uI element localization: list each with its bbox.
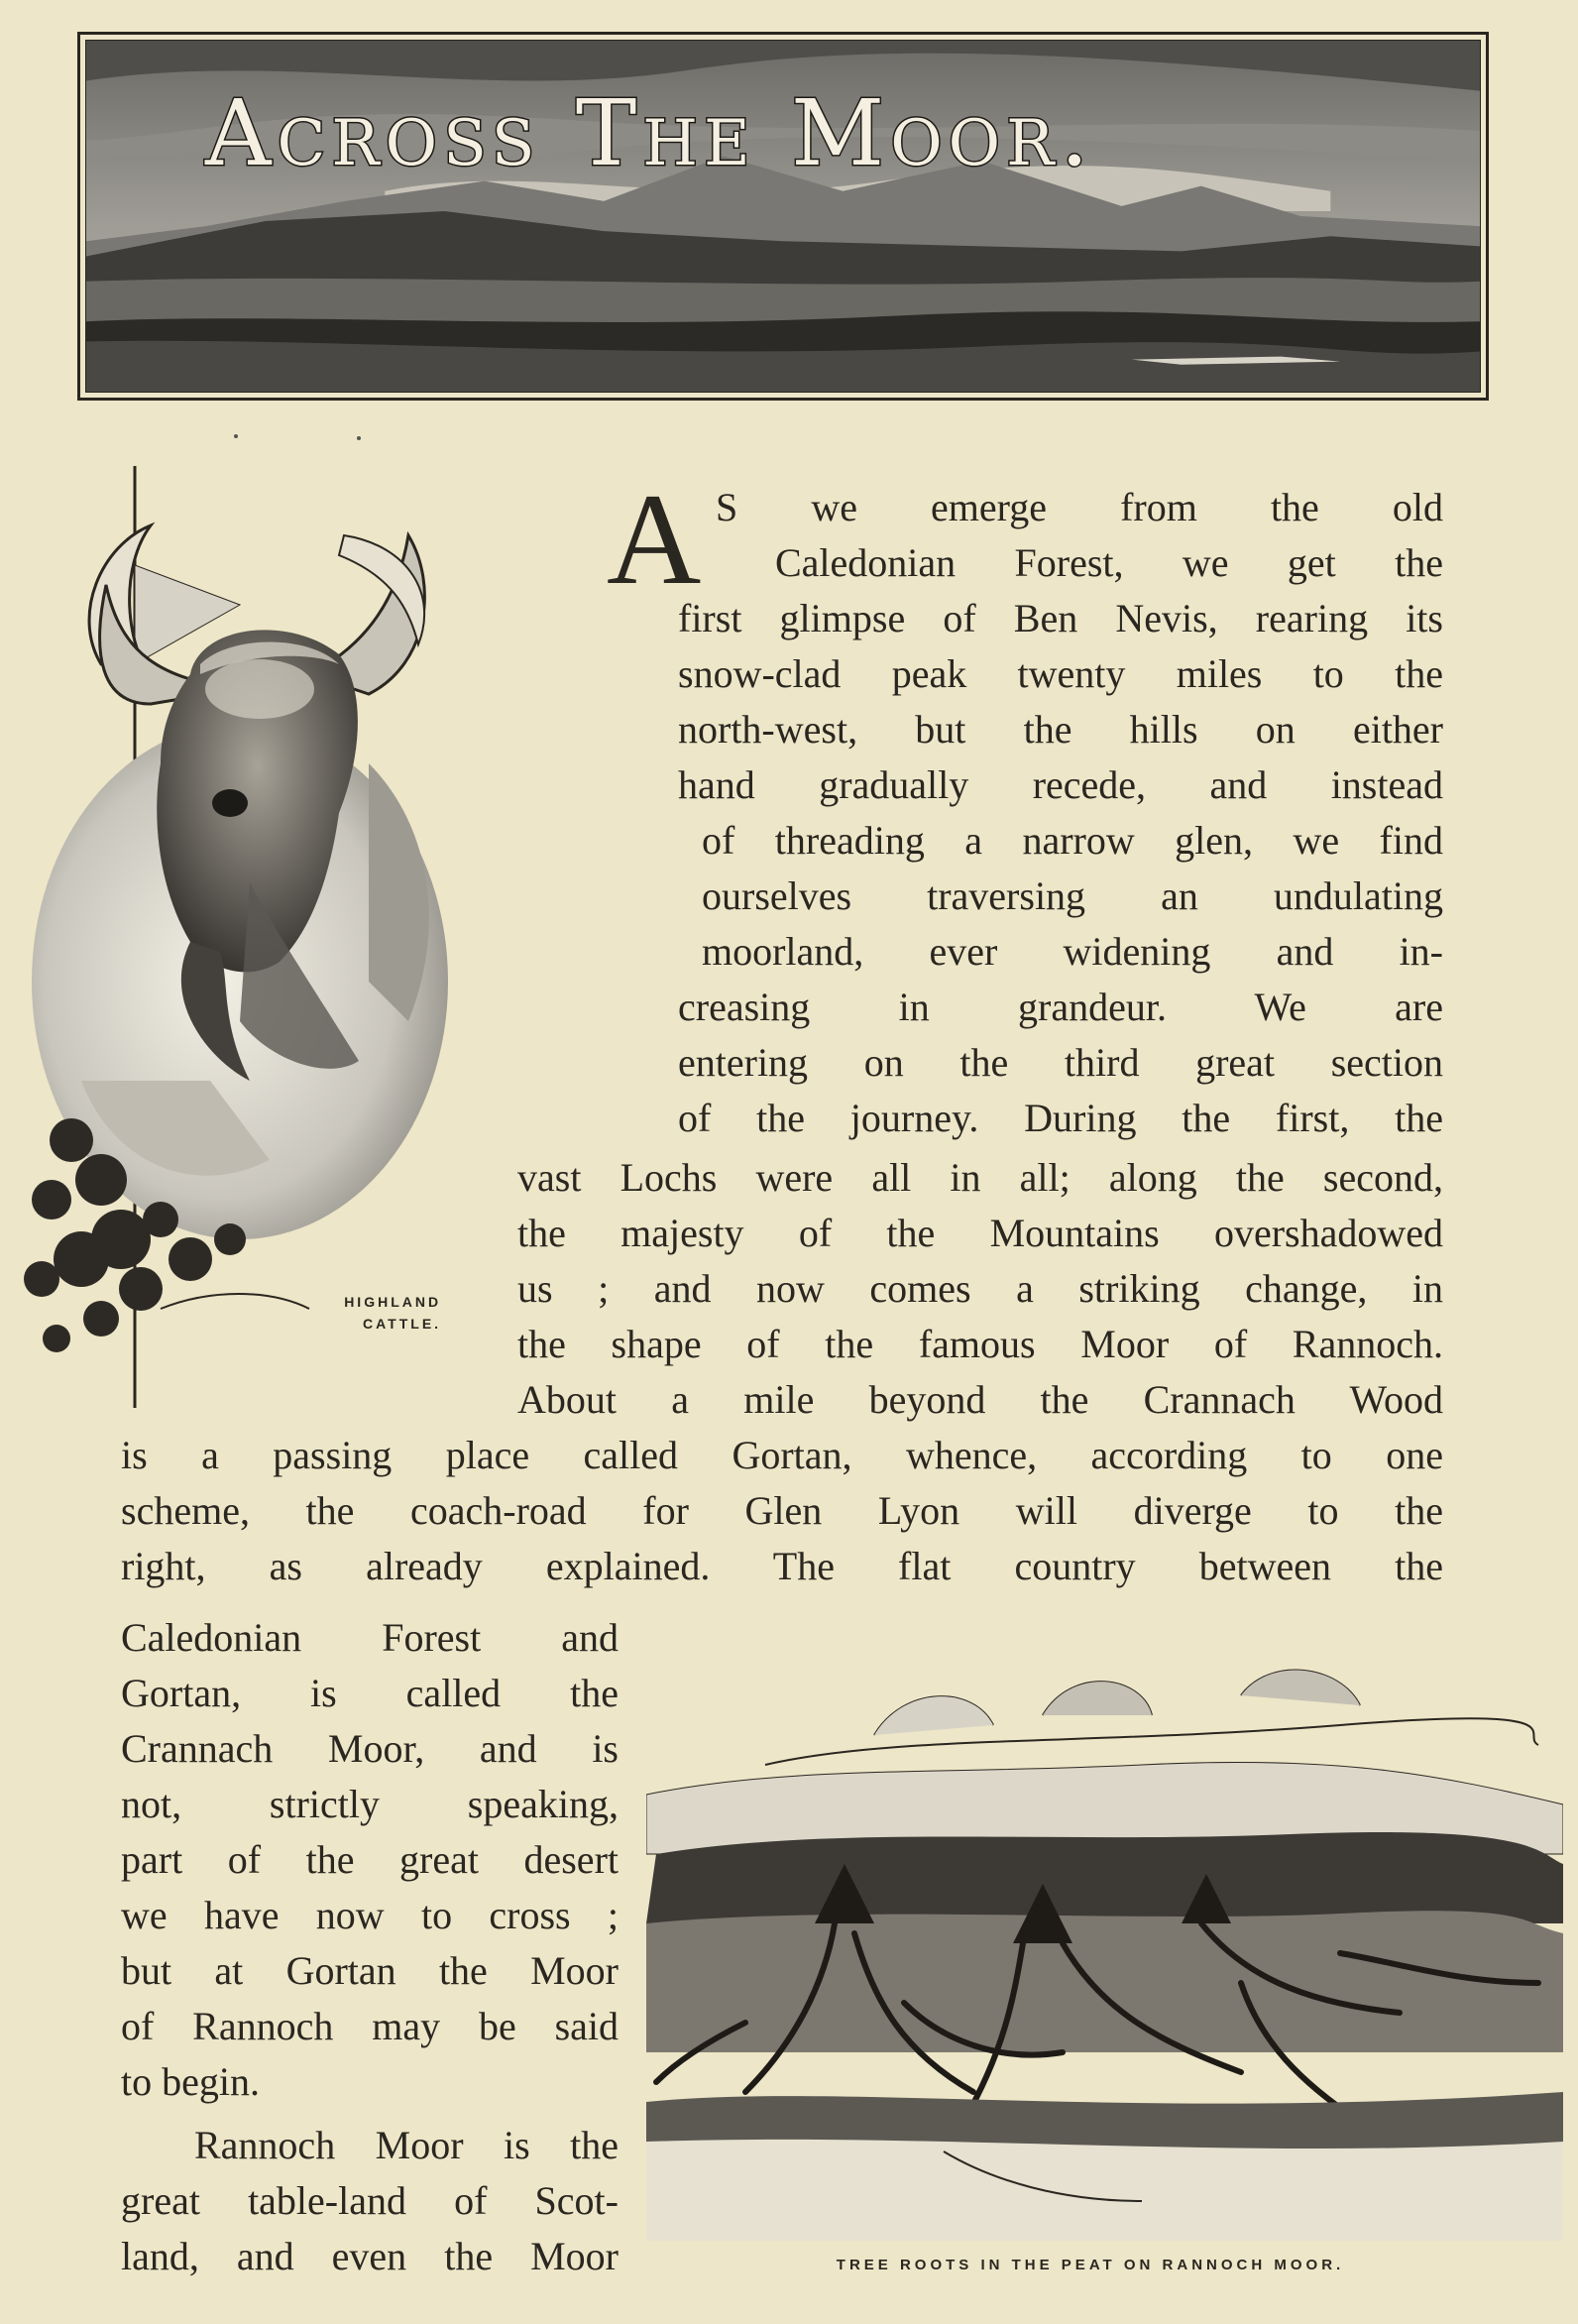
cattle-caption-line-1: HIGHLAND: [344, 1294, 442, 1310]
text-line: Caledonian Forest and: [121, 1615, 619, 1660]
text-line: the shape of the famous Moor of Rannoch.: [517, 1322, 1443, 1366]
cattle-caption-line-2: CATTLE.: [363, 1316, 442, 1332]
text-line: entering on the third great section: [678, 1040, 1443, 1085]
text-line: scheme, the coach-road for Glen Lyon will diverge to the: [121, 1488, 1443, 1533]
text-line: right, as already explained. The flat country between the: [121, 1544, 1443, 1588]
text-line: land, and even the Moor: [121, 2234, 619, 2278]
text-line: not, strictly speaking,: [121, 1782, 619, 1826]
drop-cap: A: [607, 466, 702, 612]
text-line: vast Lochs were all in all; along the second,: [517, 1155, 1443, 1200]
text-line: we have now to cross ;: [121, 1893, 619, 1937]
text-line: of the journey. During the first, the: [678, 1096, 1443, 1140]
text-line: is a passing place called Gortan, whence, according to one: [121, 1433, 1443, 1477]
text-line: S we emerge from the old: [716, 485, 1443, 529]
title-banner: [77, 32, 1489, 401]
text-line: of threading a narrow glen, we find: [702, 818, 1443, 863]
text-line: the majesty of the Mountains overshadowed: [517, 1211, 1443, 1255]
text-line: of Rannoch may be said: [121, 2004, 619, 2048]
text-line: About a mile beyond the Crannach Wood: [517, 1377, 1443, 1422]
text-line: first glimpse of Ben Nevis, rearing its: [678, 596, 1443, 640]
text-line: but at Gortan the Moor: [121, 1948, 619, 1993]
page-speck: [357, 436, 361, 440]
roots-caption: TREE ROOTS IN THE PEAT ON RANNOCH MOOR.: [836, 2257, 1345, 2273]
text-line: snow-clad peak twenty miles to the: [678, 651, 1443, 696]
cattle-caption: [287, 1291, 441, 1335]
text-line: Rannoch Moor is the: [194, 2123, 619, 2167]
text-line: ourselves traversing an undulating: [702, 873, 1443, 918]
text-line: Gortan, is called the: [121, 1671, 619, 1715]
text-line: great table-land of Scot-: [121, 2178, 619, 2223]
text-line: Crannach Moor, and is: [121, 1726, 619, 1771]
text-line: moorland, ever widening and in-: [702, 929, 1443, 974]
text-line: Caledonian Forest, we get the: [775, 540, 1443, 585]
page-speck: [234, 434, 238, 438]
page-title: Across The Moor.: [205, 80, 1095, 186]
text-line: north-west, but the hills on either: [678, 707, 1443, 752]
text-line: us ; and now comes a striking change, in: [517, 1266, 1443, 1311]
text-line: to begin.: [121, 2059, 260, 2104]
text-line: hand gradually recede, and instead: [678, 762, 1443, 807]
text-line: part of the great desert: [121, 1837, 619, 1882]
text-line: creasing in grandeur. We are: [678, 985, 1443, 1029]
highland-cattle-illustration: [12, 466, 503, 1418]
tree-roots-illustration: [646, 1626, 1563, 2241]
